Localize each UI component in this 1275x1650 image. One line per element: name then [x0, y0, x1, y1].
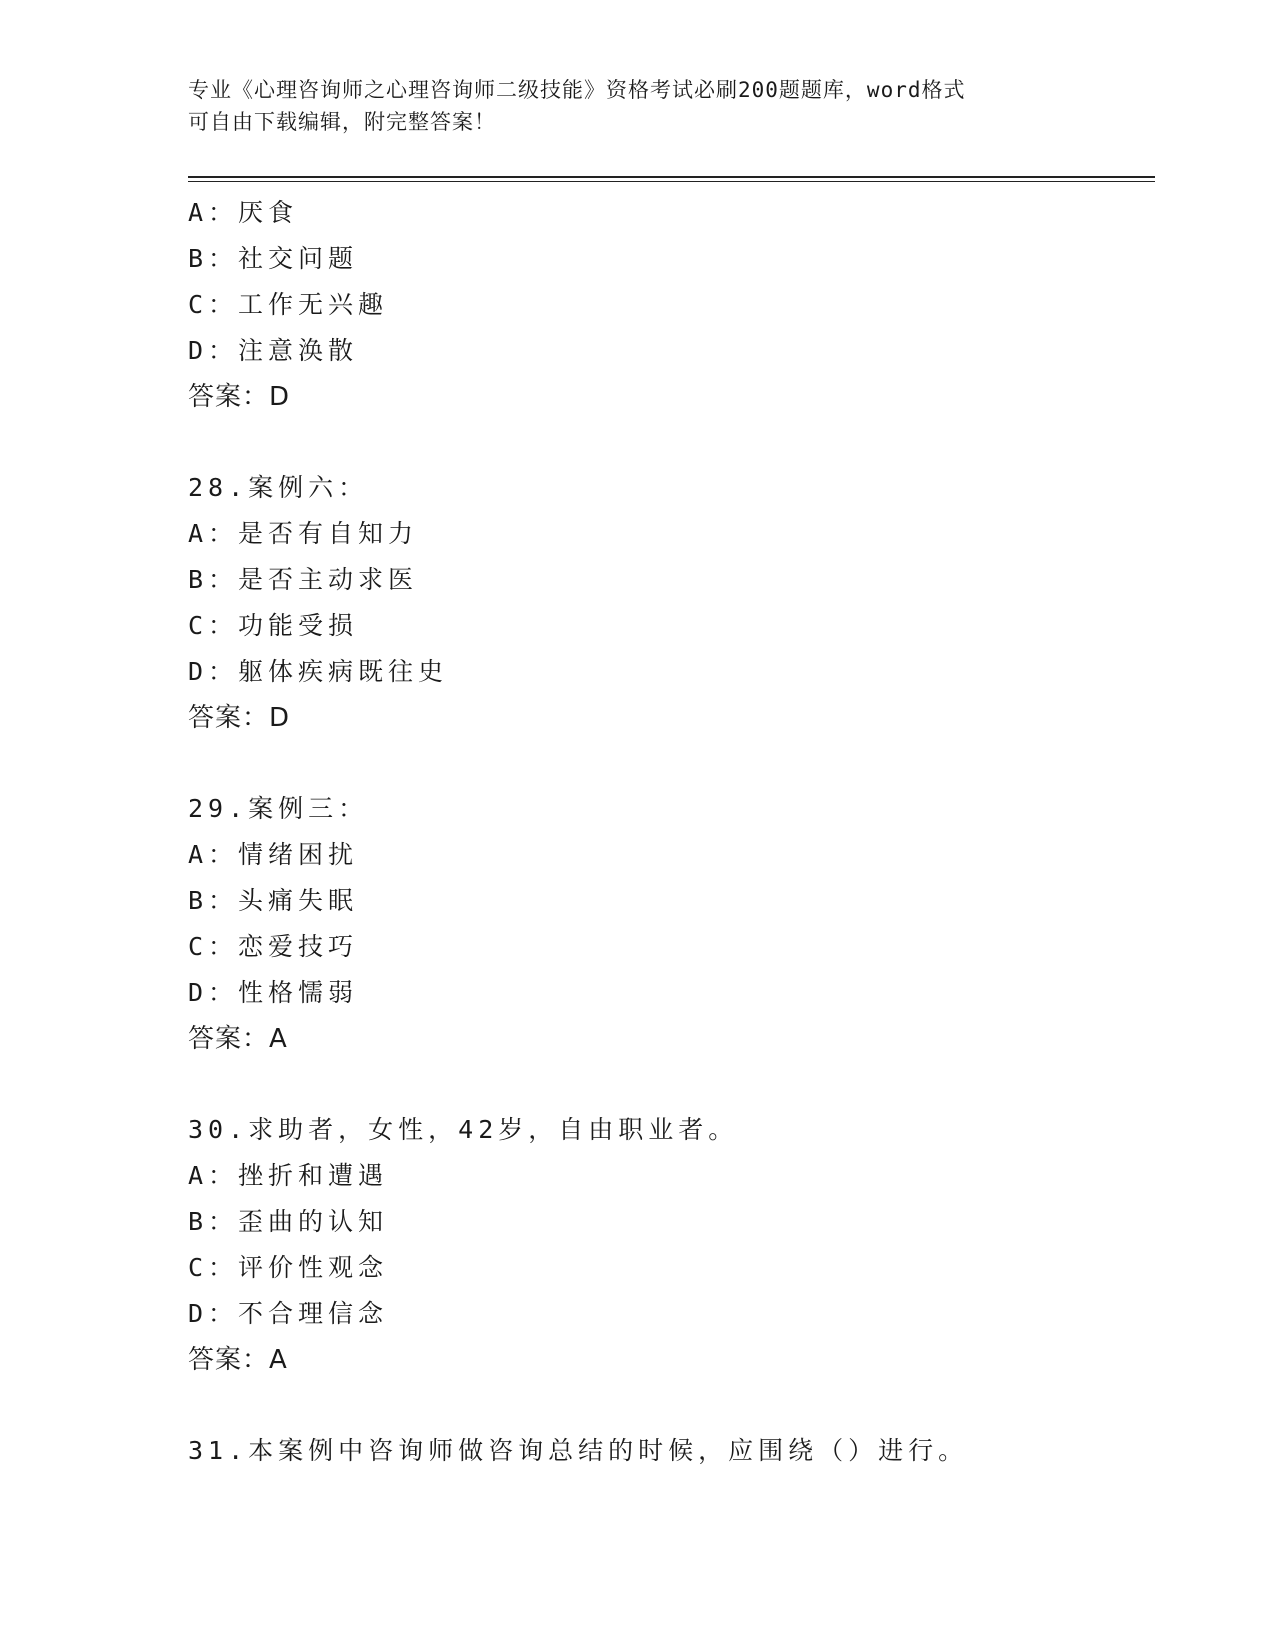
- question-title: 29.案例三：: [188, 794, 369, 823]
- option-a: A：厌食: [188, 198, 299, 227]
- option-b: B：头痛失眠: [188, 886, 359, 915]
- header-divider-thick: [188, 176, 1155, 178]
- question-title: 28.案例六：: [188, 473, 369, 502]
- answer-line: 答案：D: [188, 382, 291, 412]
- option-a: A：挫折和遭遇: [188, 1161, 389, 1190]
- question-block-31: [188, 1428, 1155, 1474]
- option-b: B：是否主动求医: [188, 565, 419, 594]
- answer-line: 答案：D: [188, 703, 291, 733]
- question-block-27: [188, 190, 1155, 420]
- header-divider-thin: [188, 181, 1155, 182]
- option-d: D：躯体疾病既往史: [188, 657, 449, 686]
- option-d: D：不合理信念: [188, 1299, 389, 1328]
- option-d: D：性格懦弱: [188, 978, 359, 1007]
- option-c: C：功能受损: [188, 611, 359, 640]
- option-c: C：恋爱技巧: [188, 932, 359, 961]
- answer-line: 答案：A: [188, 1024, 288, 1054]
- question-block-29: [188, 786, 1155, 1062]
- option-c: C：评价性观念: [188, 1253, 389, 1282]
- option-b: B：社交问题: [188, 244, 359, 273]
- option-b: B：歪曲的认知: [188, 1207, 389, 1236]
- answer-line: 答案：A: [188, 1345, 288, 1375]
- option-a: A：是否有自知力: [188, 519, 419, 548]
- question-title: 31.本案例中咨询师做咨询总结的时候，应围绕（）进行。: [188, 1436, 969, 1465]
- option-a: A：情绪困扰: [188, 840, 359, 869]
- question-list: [188, 190, 1155, 1474]
- option-c: C：工作无兴趣: [188, 290, 389, 319]
- question-block-30: [188, 1107, 1155, 1383]
- question-title: 30.求助者，女性，42岁，自由职业者。: [188, 1115, 739, 1144]
- question-block-28: [188, 465, 1155, 741]
- header-line-1: 专业《心理咨询师之心理咨询师二级技能》资格考试必刷200题题库，word格式: [188, 78, 966, 102]
- option-d: D：注意涣散: [188, 336, 359, 365]
- document-header: [188, 74, 1088, 138]
- header-line-2: 可自由下载编辑，附完整答案！: [188, 110, 496, 134]
